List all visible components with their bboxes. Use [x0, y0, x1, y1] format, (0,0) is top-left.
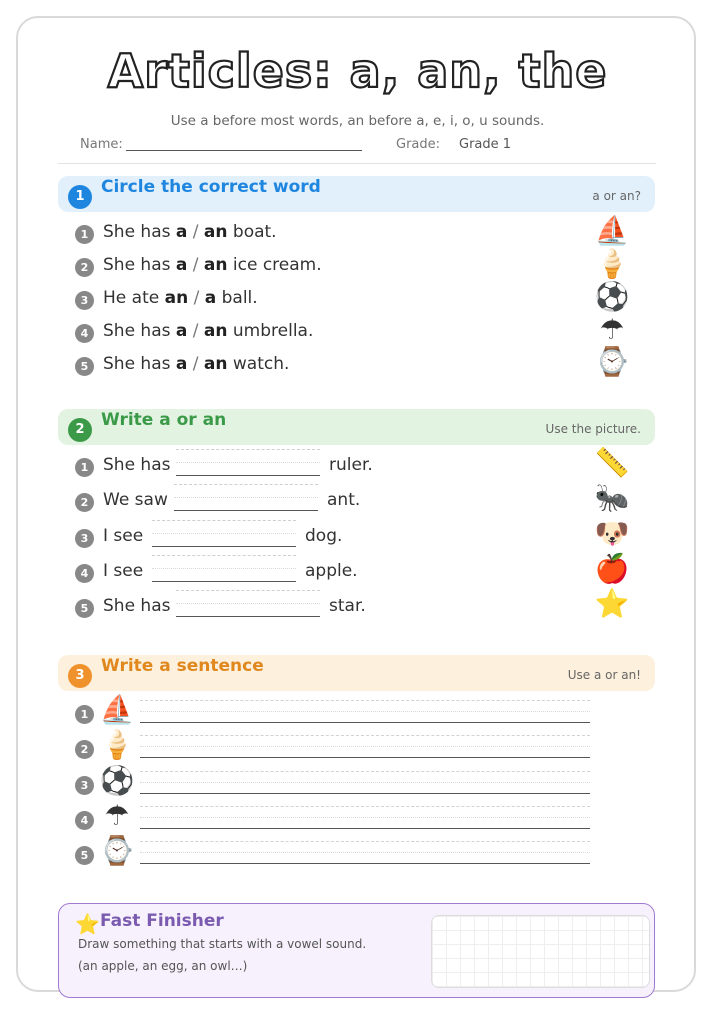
- fast-finisher-box: [58, 903, 655, 998]
- section-title: Circle the correct word: [101, 177, 321, 197]
- base-line: [176, 475, 320, 476]
- sentence-start: I see: [103, 561, 144, 581]
- ice-cream-icon: 🍦: [594, 247, 630, 280]
- choice-separator: /: [187, 255, 204, 275]
- base-line: [140, 863, 590, 864]
- divider: [58, 163, 656, 164]
- grade-label: Grade:: [396, 137, 441, 152]
- item-number: 2: [75, 258, 94, 277]
- guide-line: [174, 497, 318, 498]
- watch-icon: ⌚: [99, 834, 135, 867]
- guide-line: [152, 520, 296, 521]
- answer-blank[interactable]: [176, 590, 320, 618]
- star-icon: ⭐: [594, 587, 630, 620]
- watch-icon: ⌚: [594, 345, 630, 378]
- base-line: [176, 616, 320, 617]
- section-hint: a or an?: [592, 189, 641, 203]
- base-line: [140, 757, 590, 758]
- choice-option: a: [175, 255, 188, 275]
- guide-line: [152, 555, 296, 556]
- star-icon: ⭐: [75, 912, 100, 936]
- exercise-row: [75, 526, 595, 550]
- sentence-start: She has: [103, 596, 171, 616]
- sentence-end: ruler.: [329, 455, 373, 475]
- sentence-start: She has: [103, 255, 176, 275]
- apple-icon: 🍎: [594, 552, 630, 585]
- answer-blank[interactable]: [152, 555, 296, 583]
- guide-line: [140, 746, 590, 747]
- section-number: 3: [68, 664, 92, 688]
- sentence-end: umbrella.: [227, 321, 314, 341]
- writing-line[interactable]: [140, 806, 590, 830]
- choice-separator: /: [187, 222, 204, 242]
- page-subtitle: Use a before most words, an before a, e, i, o, u sounds.: [170, 113, 545, 129]
- section-number: 1: [68, 185, 92, 209]
- writing-line[interactable]: [140, 735, 590, 759]
- dog-icon: 🐶: [594, 517, 630, 550]
- sentence: [103, 354, 289, 374]
- choice-separator: /: [187, 354, 204, 374]
- base-line: [152, 546, 296, 547]
- answer-blank[interactable]: [152, 520, 296, 548]
- item-number: 1: [75, 705, 94, 724]
- section-3-header: [58, 655, 655, 691]
- sentence-end: boat.: [227, 222, 277, 242]
- choice-option: a: [175, 354, 188, 374]
- sentence-start: She has: [103, 222, 176, 242]
- page-title: Articles: a, an, the: [107, 44, 608, 98]
- drawing-area[interactable]: [431, 915, 650, 988]
- item-number: 3: [75, 529, 94, 548]
- item-number: 2: [75, 740, 94, 759]
- sentence-start: We saw: [103, 490, 168, 510]
- choice-separator: /: [188, 288, 205, 308]
- exercise-row: [75, 490, 595, 514]
- guide-line: [152, 568, 296, 569]
- item-number: 3: [75, 291, 94, 310]
- sentence-start: She has: [103, 354, 176, 374]
- sentence-end: ant.: [327, 490, 361, 510]
- sentence-end: dog.: [305, 526, 343, 546]
- grade-value: Grade 1: [459, 137, 512, 152]
- item-number: 5: [75, 599, 94, 618]
- fast-finisher-examples: (an apple, an egg, an owl…): [78, 959, 248, 973]
- guide-line: [140, 852, 590, 853]
- base-line: [140, 828, 590, 829]
- guide-line: [140, 700, 590, 701]
- guide-line: [140, 806, 590, 807]
- choice-option: a: [175, 222, 188, 242]
- choice-option: a: [204, 288, 217, 308]
- exercise-row: [75, 288, 595, 312]
- sailboat-icon: ⛵: [594, 214, 630, 247]
- ruler-icon: 📏: [594, 446, 630, 479]
- item-number: 4: [75, 564, 94, 583]
- item-number: 4: [75, 811, 94, 830]
- guide-line: [176, 603, 320, 604]
- base-line: [140, 793, 590, 794]
- base-line: [174, 510, 318, 511]
- section-title: Write a sentence: [101, 656, 264, 676]
- soccer-ball-icon: ⚽: [594, 280, 630, 313]
- sentence-start: She has: [103, 321, 176, 341]
- soccer-ball-icon: ⚽: [99, 764, 135, 797]
- exercise-row: [75, 561, 595, 585]
- choice-option: an: [203, 255, 228, 275]
- sentence-start: She has: [103, 455, 171, 475]
- writing-line[interactable]: [140, 841, 590, 865]
- exercise-row: [75, 354, 595, 378]
- guide-line: [140, 711, 590, 712]
- guide-line: [176, 449, 320, 450]
- item-number: 1: [75, 225, 94, 244]
- section-number: 2: [68, 418, 92, 442]
- sentence: [103, 255, 322, 275]
- choice-separator: /: [187, 321, 204, 341]
- item-number: 2: [75, 493, 94, 512]
- answer-blank[interactable]: [174, 484, 318, 512]
- sentence-end: apple.: [305, 561, 358, 581]
- base-line: [152, 581, 296, 582]
- choice-option: an: [164, 288, 189, 308]
- choice-option: an: [203, 321, 228, 341]
- section-title: Write a or an: [101, 410, 227, 430]
- sentence-end: star.: [329, 596, 366, 616]
- guide-line: [140, 735, 590, 736]
- fast-finisher-title: Fast Finisher: [100, 911, 224, 931]
- section-hint: Use the picture.: [545, 422, 641, 436]
- name-label: Name:: [80, 137, 123, 152]
- guide-line: [140, 782, 590, 783]
- exercise-row: [75, 596, 595, 620]
- sentence-end: watch.: [227, 354, 290, 374]
- exercise-row: [75, 222, 595, 246]
- sailboat-icon: ⛵: [99, 693, 135, 726]
- exercise-row: [75, 321, 595, 345]
- guide-line: [174, 484, 318, 485]
- item-number: 4: [75, 324, 94, 343]
- guide-line: [176, 590, 320, 591]
- section-hint: Use a or an!: [567, 668, 641, 682]
- exercise-row: [75, 455, 595, 479]
- item-number: 5: [75, 357, 94, 376]
- fast-finisher-instruction: Draw something that starts with a vowel sound.: [78, 937, 367, 951]
- sentence: [103, 288, 258, 308]
- ice-cream-icon: 🍦: [99, 728, 135, 761]
- choice-option: a: [175, 321, 188, 341]
- writing-line[interactable]: [140, 771, 590, 795]
- writing-line[interactable]: [140, 700, 590, 724]
- item-number: 3: [75, 776, 94, 795]
- base-line: [140, 722, 590, 723]
- umbrella-icon: ☂: [104, 799, 130, 832]
- sentence: [103, 321, 313, 341]
- umbrella-icon: ☂: [599, 313, 625, 346]
- guide-line: [140, 817, 590, 818]
- sentence: [103, 222, 277, 242]
- sentence-end: ball.: [216, 288, 258, 308]
- item-number: 1: [75, 458, 94, 477]
- sentence-end: ice cream.: [227, 255, 322, 275]
- name-field[interactable]: [126, 150, 362, 151]
- section-1-header: [58, 176, 655, 212]
- choice-option: an: [203, 354, 228, 374]
- ant-icon: 🐜: [594, 481, 630, 514]
- section-2-header: [58, 409, 655, 445]
- choice-option: an: [203, 222, 228, 242]
- guide-line: [152, 533, 296, 534]
- guide-line: [140, 771, 590, 772]
- sentence-start: He ate: [103, 288, 165, 308]
- guide-line: [176, 462, 320, 463]
- exercise-row: [75, 255, 595, 279]
- answer-blank[interactable]: [176, 449, 320, 477]
- item-number: 5: [75, 846, 94, 865]
- sentence-start: I see: [103, 526, 144, 546]
- guide-line: [140, 841, 590, 842]
